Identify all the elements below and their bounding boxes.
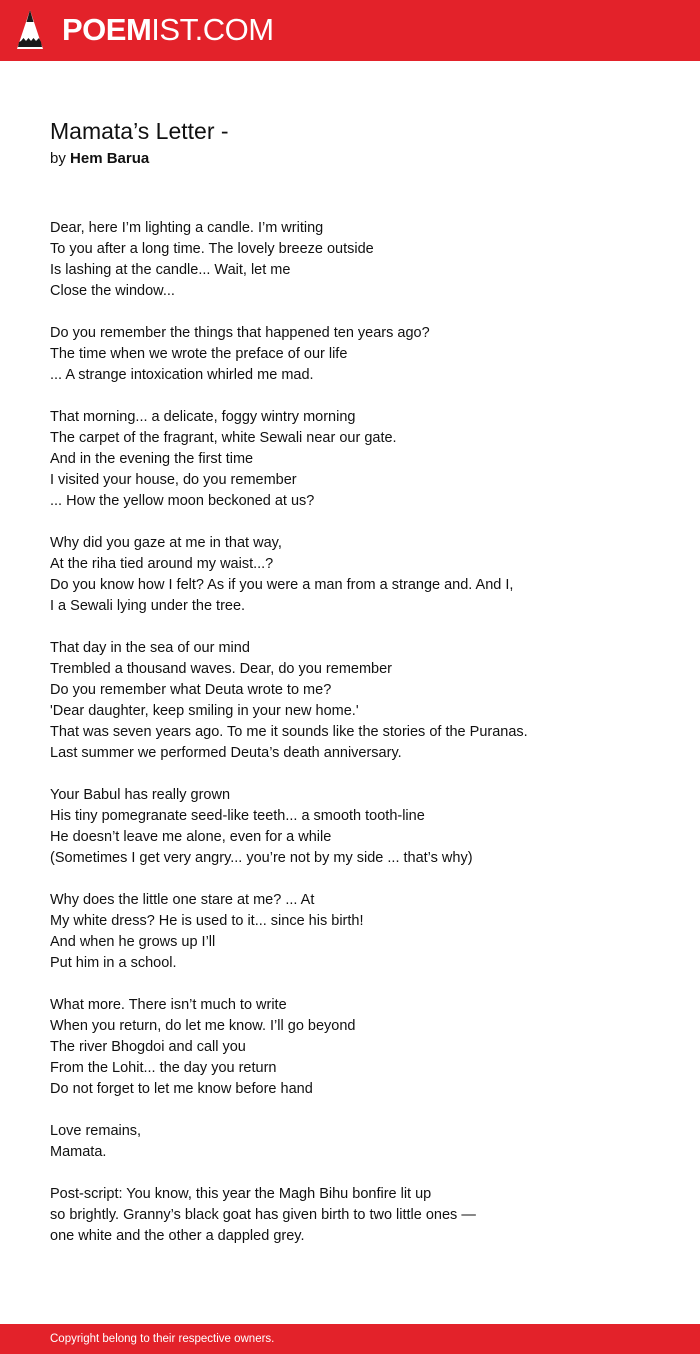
site-header: [0, 0, 700, 61]
poem-line: Do you remember what Deuta wrote to me?: [50, 682, 332, 698]
poem-line: Do you know how I felt? As if you were a man from a strange and. And I,: [50, 577, 514, 593]
poem-line: And in the evening the first time: [50, 451, 254, 467]
poem-line: That morning... a delicate, foggy wintry morning: [50, 409, 356, 425]
poem-stanza: [50, 785, 670, 869]
poem-line: (Sometimes I get very angry... you’re not by my side ... that’s why): [50, 850, 473, 866]
poem-line: When you return, do let me know. I’ll go beyond: [50, 1018, 356, 1034]
poem-line: ... How the yellow moon beckoned at us?: [50, 493, 315, 509]
poem-line: Why does the little one stare at me? ... At: [50, 892, 315, 908]
poem-stanza: [50, 218, 670, 302]
poem-byline: [50, 149, 149, 169]
copyright-text: Copyright belong to their respective owners.: [50, 1333, 275, 1345]
poem-line: Love remains,: [50, 1123, 142, 1139]
poem-line: The carpet of the fragrant, white Sewali near our gate.: [50, 430, 397, 446]
poem-line: I visited your house, do you remember: [50, 472, 297, 488]
poem-line: Do you remember the things that happened ten years ago?: [50, 325, 430, 341]
poem-stanza: [50, 323, 670, 386]
poem-line: That day in the sea of our mind: [50, 640, 250, 656]
poem-line: Put him in a school.: [50, 955, 177, 971]
poem-line: He doesn’t leave me alone, even for a while: [50, 829, 332, 845]
poem-stanza: [50, 407, 670, 512]
poem-line: Is lashing at the candle... Wait, let me: [50, 262, 291, 278]
poem-line: Do not forget to let me know before hand: [50, 1081, 313, 1097]
poem-line: That was seven years ago. To me it sounds like the stories of the Puranas.: [50, 724, 528, 740]
poem-line: 'Dear daughter, keep smiling in your new home.': [50, 703, 359, 719]
poem-line: Close the window...: [50, 283, 175, 299]
poem-line: At the riha tied around my waist...?: [50, 556, 274, 572]
poem-line: ... A strange intoxication whirled me mad.: [50, 367, 314, 383]
poem-line: His tiny pomegranate seed-like teeth... a smooth tooth-line: [50, 808, 425, 824]
poem-line: Why did you gaze at me in that way,: [50, 535, 282, 551]
poem-stanza: [50, 890, 670, 974]
site-logo[interactable]: [62, 12, 274, 48]
poem-line: one white and the other a dappled grey.: [50, 1228, 305, 1244]
poem-line: Your Babul has really grown: [50, 787, 231, 803]
poem-line: The time when we wrote the preface of our life: [50, 346, 348, 362]
poem-stanza: [50, 638, 670, 764]
poem-line: To you after a long time. The lovely breeze outside: [50, 241, 374, 257]
poem-title: Mamata’s Letter -: [50, 118, 229, 144]
poem-line: Mamata.: [50, 1144, 107, 1160]
poem-line: I a Sewali lying under the tree.: [50, 598, 246, 614]
pencil-tip-icon[interactable]: [16, 9, 44, 53]
poem-line: so brightly. Granny’s black goat has given birth to two little ones —: [50, 1207, 476, 1223]
by-label: by: [50, 150, 66, 167]
poem-line: Trembled a thousand waves. Dear, do you remember: [50, 661, 392, 677]
poem-line: Dear, here I’m lighting a candle. I’m writing: [50, 220, 324, 236]
poem-author: Hem Barua: [70, 150, 150, 167]
poem-line: What more. There isn’t much to write: [50, 997, 287, 1013]
site-footer: [0, 1324, 700, 1354]
poem-line: Post-script: You know, this year the Magh Bihu bonfire lit up: [50, 1186, 432, 1202]
poem-stanza: [50, 995, 670, 1100]
logo-light-text: IST.COM: [151, 12, 274, 47]
poem-line: And when he grows up I’ll: [50, 934, 216, 950]
poem-body: [50, 218, 670, 1268]
poem-stanza: [50, 1121, 670, 1163]
poem-line: Last summer we performed Deuta’s death anniversary.: [50, 745, 402, 761]
poem-line: The river Bhogdoi and call you: [50, 1039, 246, 1055]
poem-stanza: [50, 533, 670, 617]
poem-line: From the Lohit... the day you return: [50, 1060, 277, 1076]
poem-stanza: [50, 1184, 670, 1247]
poem-line: My white dress? He is used to it... since his birth!: [50, 913, 364, 929]
logo-bold-text: POEM: [62, 12, 152, 47]
